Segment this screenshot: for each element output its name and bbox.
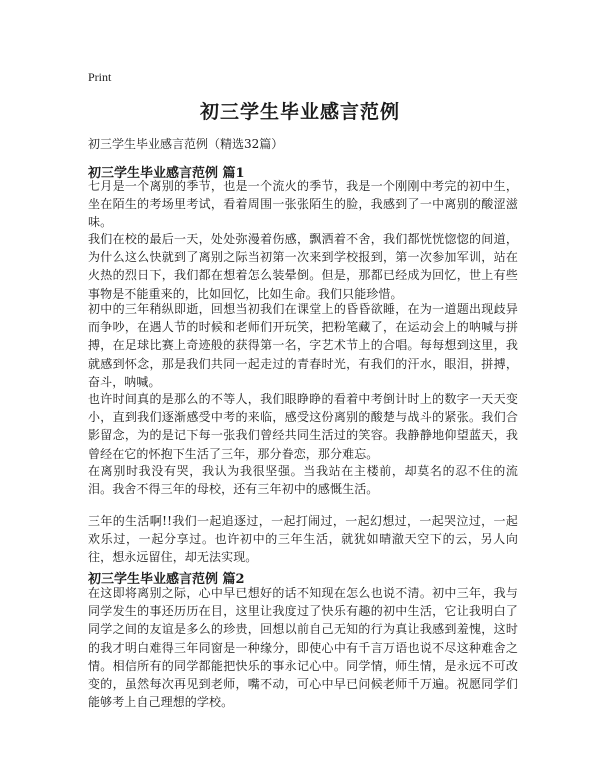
- paragraph: 初中的三年稍纵即逝，回想当初我们在课堂上的昏昏欲睡，在为一道题出现歧异而争吵，在遇人节的时候和老师们开玩笑，把粉笔藏了，在运动会上的呐喊与拼搏，在足球比赛上奇迹般的获得第一名，字艺术节上的合唱。每每想到这里，我就感到怀念，那是我们共同一起走过的青春时光，有我们的汗水，眼泪，拼搏，奋斗，呐喊。: [88, 302, 518, 389]
- section-heading-1: 初三学生毕业感言范例 篇1: [88, 166, 245, 181]
- paragraph: 在这即将离别之际，心中早已想好的话不知现在怎么也说不清。初中三年，我与同学发生的事还历历在目，这里让我度过了快乐有趣的初中生活，它让我明白了同学之间的友谊是多么的珍贵，回想以前自己无知的行为真让我感到羞愧，这时的我才明白难得三年同窗是一种缘分，即使心中有千言万语也说不尽这种难舍之情。相信所有的同学都能把快乐的事永记心中。同学情，师生情，是永远不可改变的，虽然每次再见到老师，嘴不动，可心中早已问候老师千万遍。祝愿同学们能够考上自己理想的学校。: [88, 586, 518, 710]
- paragraph: 我们在校的最后一天，处处弥漫着伤感，飘洒着不舍，我们都恍恍惚惚的间道，为什么这么快就到了离别之际当初第一次来到学校报到，第一次参加军训，站在火热的烈日下，我们都在想着怎么装晕倒。但是，那都已经成为回忆，世上有些事物是不能重来的，比如回忆，比如生命。我们只能珍惜。: [88, 232, 518, 301]
- subtitle: 初三学生毕业感言范例（精选32篇）: [88, 137, 284, 151]
- page-title: 初三学生毕业感言范例: [199, 101, 400, 123]
- section-heading-2: 初三学生毕业感言范例 篇2: [88, 572, 245, 587]
- print-link[interactable]: Print: [88, 70, 112, 84]
- paragraph: 三年的生活啊!!我们一起追逐过，一起打闹过，一起幻想过，一起哭泣过，一起欢乐过，一起分享过。也许初中的三年生活，就犹如晴澈天空下的云，另人向往，想永远留住，却无法实现。: [88, 514, 518, 565]
- paragraph: 在离别时我没有哭，我认为我很坚强。当我站在主楼前，却莫名的忍不住的流泪。我舍不得三年的母校，还有三年初中的感慨生活。: [88, 464, 518, 497]
- paragraph: 七月是一个离别的季节，也是一个流火的季节，我是一个刚刚中考完的初中生，坐在陌生的考场里考试，看着周围一张张陌生的脸，我感到了一中离别的酸涩滋味。: [88, 179, 518, 230]
- paragraph: 也许时间真的是那么的不等人，我们眼睁睁的看着中考倒计时上的数字一天天变小，直到我们逐渐感受中考的来临，感受这份离别的酸楚与战斗的紧张。我们合影留念，为的是记下每一张我们曾经共同生活过的笑容。我静静地仰望蓝天，我曾经在它的怀抱下生活了三年，那分眷恋，那分难忘。: [88, 392, 518, 461]
